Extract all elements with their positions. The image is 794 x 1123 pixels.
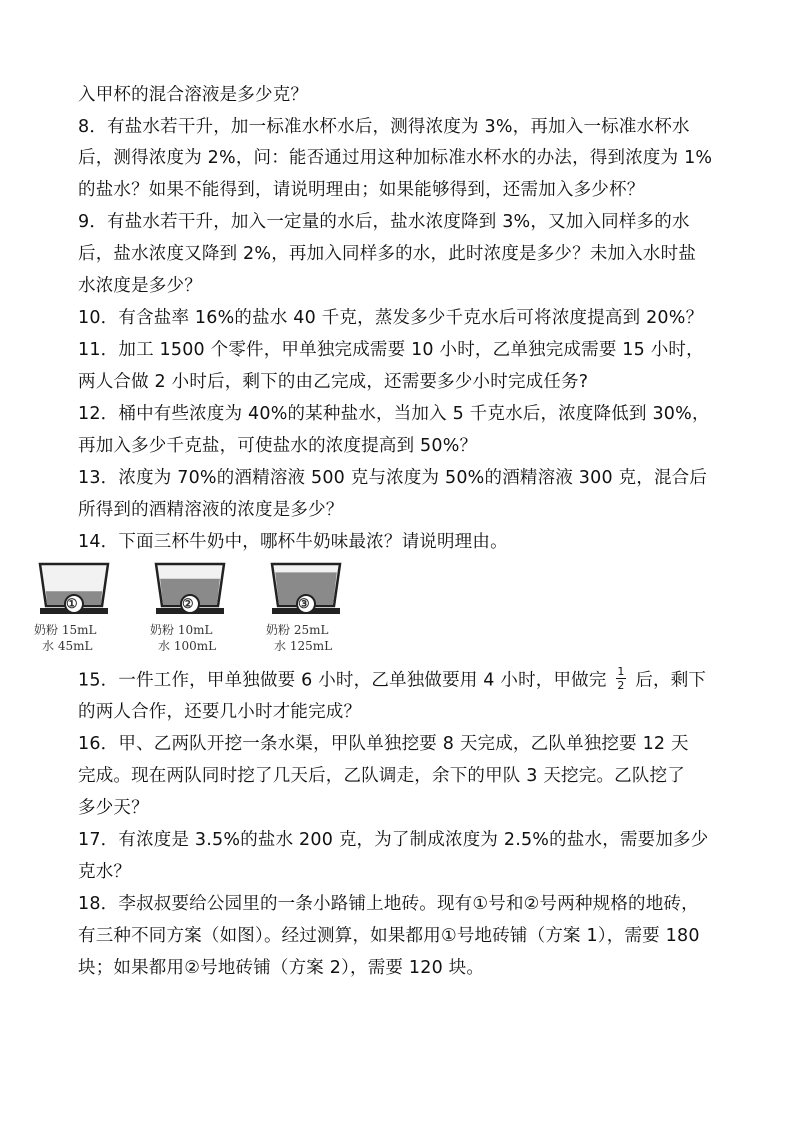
cup-number: ① bbox=[66, 597, 78, 612]
question-18-line-3: 块；如果都用②号地砖铺（方案 2），需要 120 块。 bbox=[78, 958, 485, 978]
milk-cups-figure bbox=[34, 558, 454, 658]
question-16-line-2: 完成。现在两队同时挖了几天后，乙队调走，余下的甲队 3 天挖完。乙队挖了 bbox=[78, 766, 685, 786]
cup-water-label: 水 100mL bbox=[158, 639, 217, 653]
question-17-line-1: 17．有浓度是 3.5%的盐水 200 克，为了制成浓度为 2.5%的盐水，需要加多少 bbox=[78, 830, 709, 850]
fraction-one-half bbox=[616, 666, 625, 691]
question-9-line-2: 后，盐水浓度又降到 2%，再加入同样多的水，此时浓度是多少？未加入水时盐 bbox=[78, 244, 697, 264]
question-10-line-1: 10．有含盐率 16%的盐水 40 千克，蒸发多少千克水后可将浓度提高到 20%？ bbox=[78, 308, 704, 328]
question-15-line-1 bbox=[78, 665, 707, 693]
question-14-line-1: 14．下面三杯牛奶中，哪杯牛奶味最浓？请说明理由。 bbox=[78, 532, 508, 552]
q15-after: 后，剩下 bbox=[635, 670, 707, 691]
question-9-line-3: 水浓度是多少？ bbox=[78, 276, 202, 296]
milk-cup-1 bbox=[34, 558, 144, 658]
milk-cup-3 bbox=[266, 558, 376, 658]
question-13-line-2: 所得到的酒精溶液的浓度是多少？ bbox=[78, 500, 344, 520]
question-13-line-1: 13．浓度为 70%的酒精溶液 500 克与浓度为 50%的酒精溶液 300 克，混合后 bbox=[78, 468, 708, 488]
question-17-line-2: 克水？ bbox=[78, 862, 132, 882]
milk-cup-2 bbox=[150, 558, 260, 658]
question-16-line-1: 16．甲、乙两队开挖一条水渠，甲队单独挖要 8 天完成，乙队单独挖要 12 天 bbox=[78, 734, 689, 754]
fraction-numerator: 1 bbox=[617, 665, 625, 678]
question-18-line-1: 18．李叔叔要给公园里的一条小路铺上地砖。现有①号和②号两种规格的地砖， bbox=[78, 894, 699, 914]
cup-number: ③ bbox=[298, 597, 310, 612]
cup-number: ② bbox=[182, 597, 194, 612]
cup-powder-label: 奶粉 10mL bbox=[150, 623, 213, 637]
question-9-line-1: 9．有盐水若干升，加入一定量的水后，盐水浓度降到 3%，又加入同样多的水 bbox=[78, 212, 690, 232]
question-18-line-2: 有三种不同方案（如图）。经过测算，如果都用①号地砖铺（方案 1），需要 180 bbox=[78, 926, 700, 946]
question-11-line-2: 两人合做 2 小时后，剩下的由乙完成，还需要多少小时完成任务? bbox=[78, 372, 589, 392]
cup-water-label: 水 125mL bbox=[274, 639, 333, 653]
question-8-line-3: 的盐水？如果不能得到，请说明理由；如果能够得到，还需加入多少杯？ bbox=[78, 180, 645, 200]
question-11-line-1: 11．加工 1500 个零件，甲单独完成需要 10 小时，乙单独完成需要 15 小时， bbox=[78, 340, 704, 360]
cup-powder-label: 奶粉 15mL bbox=[34, 623, 97, 637]
cup-water-label: 水 45mL bbox=[42, 639, 93, 653]
question-12-line-1: 12．桶中有些浓度为 40%的某种盐水，当加入 5 千克水后，浓度降低到 30%， bbox=[78, 404, 710, 424]
question-16-line-3: 多少天？ bbox=[78, 798, 149, 818]
question-8-line-1: 8．有盐水若干升，加一标准水杯水后，测得浓度为 3%，再加入一标准水杯水 bbox=[78, 117, 690, 137]
question-8-line-2: 后，测得浓度为 2%，问：能否通过用这种加标准水杯水的办法，得到浓度为 1% bbox=[78, 148, 713, 168]
fraction-denominator: 2 bbox=[617, 679, 625, 692]
text-line: 入甲杯的混合溶液是多少克？ bbox=[78, 85, 309, 105]
cup-powder-label: 奶粉 25mL bbox=[266, 623, 329, 637]
q15-before: 15．一件工作，甲单独做要 6 小时，乙单独做要用 4 小时，甲做完 bbox=[78, 670, 607, 691]
question-15-line-2: 的两人合作，还要几小时才能完成？ bbox=[78, 702, 362, 722]
question-12-line-2: 再加入多少千克盐，可使盐水的浓度提高到 50%？ bbox=[78, 436, 478, 456]
